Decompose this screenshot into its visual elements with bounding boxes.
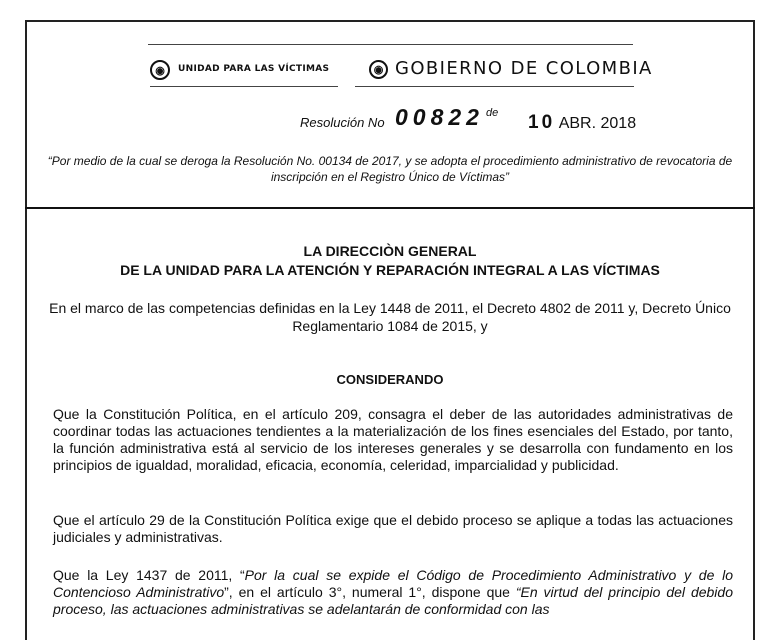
p3-part-c: ”, en el artículo 3°, numeral 1°, dispone que	[224, 584, 516, 600]
paragraph-constitution-209: Que la Constitución Política, en el artículo 209, consagra el deber de las autoridades administrativas de coordinar todas las actuaciones tendientes a la materialización de los fines esenciales del Estado, por tanto, la función administrativa está al servicio de los intereses generales y se desarrolla con fundamento en los principios de igualdad, moralidad, eficacia, economía, celeridad, imparcialidad y publicidad.	[53, 406, 733, 473]
resolution-subject: “Por medio de la cual se deroga la Resolución No. 00134 de 2017, y se adopta el procedimiento administrativo de revocatoria de inscripción en el Registro Único de Víctimas”	[47, 154, 733, 184]
unit-name: UNIDAD PARA LAS VÍCTIMAS	[178, 64, 330, 74]
header-rule	[25, 207, 755, 209]
resolution-number: 00822	[395, 104, 484, 130]
government-underline	[355, 86, 634, 87]
authority-line-1: LA DIRECCIÒN GENERAL	[303, 243, 477, 259]
p3-quote: “En virtud del principio del debido proceso, las actuaciones administrativas se adelantarán de conformidad con las	[53, 584, 733, 617]
paragraph-ley-1437	[53, 567, 733, 618]
resolution-date	[528, 112, 636, 134]
unit-seal-icon: ◉	[150, 60, 170, 80]
p3-law-title: Por la cual se expide el Código de Procedimiento Administrativo y de lo Contencioso Administrativo	[53, 567, 733, 600]
government-name: GOBIERNO DE COLOMBIA	[395, 58, 653, 79]
resolution-de: de	[486, 107, 499, 119]
date-month-year: ABR. 2018	[558, 115, 637, 132]
authority-line-2: DE LA UNIDAD PARA LA ATENCIÓN Y REPARACIÓN INTEGRAL A LAS VÍCTIMAS	[120, 262, 660, 278]
government-seal-icon: ◉	[369, 60, 388, 79]
unit-underline	[150, 86, 338, 87]
p3-part-a: Que la Ley 1437 de 2011, “	[53, 567, 245, 583]
frame-top	[25, 20, 755, 22]
date-day: 10	[528, 112, 556, 133]
frame-left	[25, 20, 27, 640]
paragraph-article-29: Que el artículo 29 de la Constitución Política exige que el debido proceso se aplique a todas las actuaciones judiciales y administrativas.	[53, 512, 733, 545]
resolution-label: Resolución No	[300, 115, 385, 130]
intro-text: En el marco de las competencias definidas en la Ley 1448 de 2011, el Decreto 4802 de 2011 y, Decreto Único Reglamentario 1084 de 2015, y	[49, 300, 731, 334]
frame-right	[753, 20, 755, 640]
logo-top-line	[148, 44, 633, 45]
considerando-heading: CONSIDERANDO	[336, 372, 444, 387]
